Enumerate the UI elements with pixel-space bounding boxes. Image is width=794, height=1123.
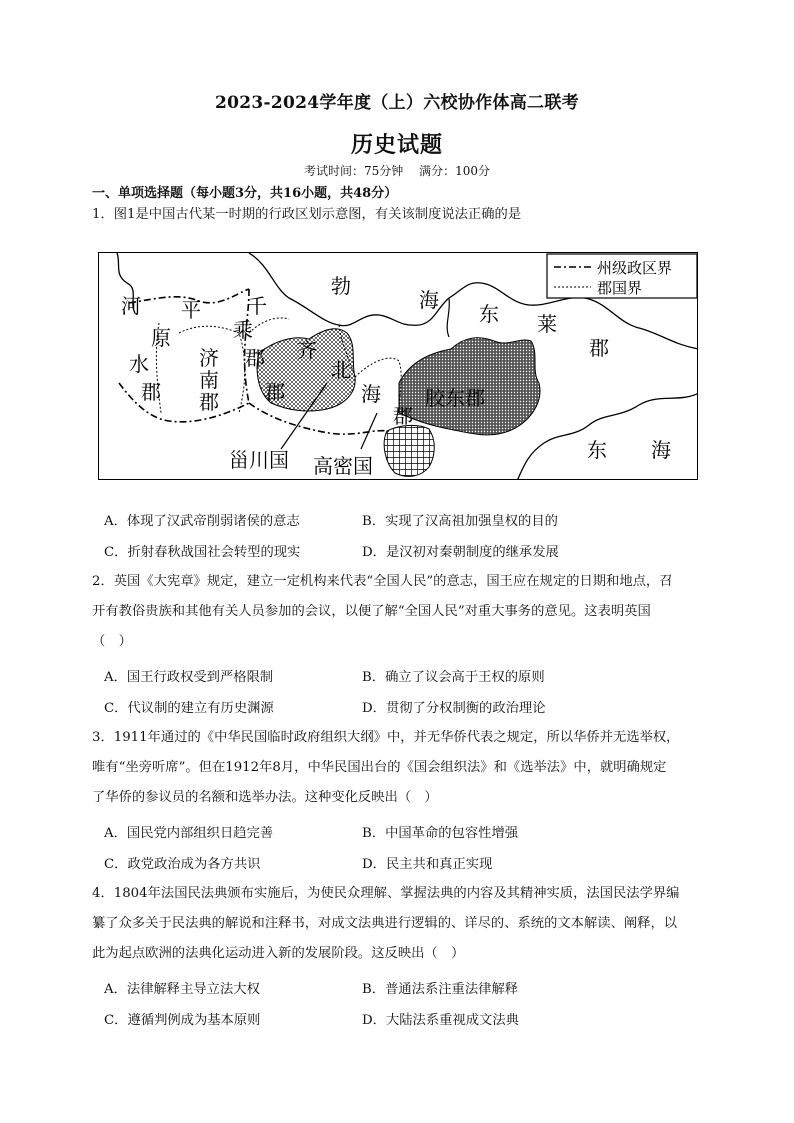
label-yuan: 原 — [151, 326, 171, 350]
q3-option-d[interactable]: D．民主共和真正实现 — [362, 857, 493, 872]
label-hai-donghai: 海 — [651, 438, 671, 462]
q1-option-b[interactable]: B．实现了汉高祖加强皇权的目的 — [362, 514, 558, 529]
label-qi: 齐 — [297, 338, 317, 362]
label-hai-bohai: 海 — [419, 288, 439, 312]
q1-option-d[interactable]: D．是汉初对秦朝制度的继承发展 — [362, 545, 559, 560]
q4-option-b[interactable]: B．普通法系注重法律解释 — [362, 982, 519, 997]
exam-time: 考试时间：75分钟 — [303, 164, 404, 178]
gaomi-region — [384, 425, 434, 476]
exam-score: 满分：100分 — [419, 164, 490, 178]
question-4-line-3: 此为起点欧洲的法典化运动进入新的发展阶段。这反映出（ ） — [92, 946, 465, 961]
q1-option-a[interactable]: A．体现了汉武帝削弱诸侯的意志 — [104, 514, 300, 529]
question-3 — [92, 723, 704, 813]
q2-option-b[interactable]: B．确立了议会高于王权的原则 — [362, 670, 545, 685]
section-title: 一、单项选择题（每小题3分，共16小题，共48分） — [92, 186, 398, 201]
question-3-line-2: 唯有“坐旁听席”。但在1912年8月，中华民国出台的《国会组织法》和《选举法》中，就明确规定 — [92, 760, 667, 775]
label-gaomi: 高密国 — [313, 454, 373, 478]
q2-option-d[interactable]: D．贯彻了分权制衡的政治理论 — [362, 701, 546, 716]
question-2-line-3: （ ） — [92, 634, 132, 649]
coastline-bay — [447, 298, 449, 337]
label-bo: 勃 — [331, 274, 351, 298]
label-dong-donghai: 东 — [587, 438, 607, 462]
question-2-line-2: 开有教俗贵族和其他有关人员参加的会议，以便了解“全国人民”对重大事务的意见。这表明英国 — [92, 604, 651, 619]
legend-jun-label: 郡国界 — [597, 279, 643, 297]
label-dong-donglai: 东 — [479, 302, 499, 326]
question-2 — [92, 567, 704, 657]
label-zichuan: 甾川国 — [229, 448, 289, 472]
label-jun-beihai: 郡 — [393, 404, 413, 428]
q3-option-b[interactable]: B．中国革命的包容性增强 — [362, 826, 519, 841]
label-jun-heshui: 郡 — [141, 380, 161, 404]
label-jun-jinan: 郡 — [199, 390, 219, 414]
label-ping: 平 — [181, 298, 201, 322]
question-3-line-3: 了华侨的参议员的名额和选举办法。这种变化反映出（ ） — [92, 790, 438, 805]
label-cheng: 乘 — [233, 318, 253, 342]
exam-title: 2023-2024学年度（上）六校协作体高二联考 — [215, 93, 579, 113]
legend-zhou-label: 州级政区界 — [597, 259, 673, 277]
label-lai: 莱 — [537, 312, 557, 336]
question-1 — [92, 200, 704, 230]
question-4-line-2: 纂了众多关于民法典的解说和注释书，对成文法典进行逻辑的、详尽的、系统的文本解读、阐释，以 — [92, 916, 678, 931]
exam-info — [0, 162, 794, 179]
q4-option-a[interactable]: A．法律解释主导立法大权 — [104, 982, 260, 997]
label-nan: 南 — [199, 368, 219, 392]
q4-option-d[interactable]: D．大陆法系重视成文法典 — [362, 1013, 519, 1028]
label-shui: 水 — [129, 352, 149, 376]
label-jun-qiancheng: 郡 — [245, 346, 265, 370]
question-2-line-1: 2．英国《大宪章》规定，建立一定机构来代表“全国人民”的意志，国王应在规定的日期和地点，召 — [92, 574, 673, 589]
q1-option-c[interactable]: C．折射春秋战国社会转型的现实 — [104, 545, 301, 560]
q2-option-a[interactable]: A．国王行政权受到严格限制 — [104, 670, 274, 685]
question-1-text: 1．图1是中国古代某一时期的行政区划示意图，有关该制度说法正确的是 — [92, 207, 522, 222]
q2-option-c[interactable]: C．代议制的建立有历史渊源 — [104, 701, 274, 716]
subject-title: 历史试题 — [350, 132, 443, 158]
map-figure — [98, 252, 698, 480]
question-4 — [92, 879, 704, 969]
coastline-south — [517, 393, 698, 480]
label-he: 河 — [121, 294, 141, 318]
label-jun-qi: 郡 — [265, 380, 285, 404]
label-jun-donglai: 郡 — [589, 336, 609, 360]
label-qian: 千 — [247, 294, 267, 318]
label-hai-beihai: 海 — [361, 382, 381, 406]
q4-option-c[interactable]: C．遵循判例成为基本原则 — [104, 1013, 261, 1028]
label-ji: 济 — [199, 346, 219, 370]
question-4-line-1: 4．1804年法国民法典颁布实施后，为使民众理解、掌握法典的内容及其精神实质，法国民法学界编 — [92, 886, 680, 901]
q3-option-c[interactable]: C．政党政治成为各方共识 — [104, 857, 261, 872]
question-3-line-1: 3．1911年通过的《中华民国临时政府组织大纲》中，并无华侨代表之规定，所以华侨并无选举权， — [92, 730, 680, 745]
map-svg — [99, 253, 698, 480]
label-bei: 北 — [331, 358, 351, 382]
label-jiaodong: 胶东郡 — [425, 386, 485, 410]
q3-option-a[interactable]: A．国民党内部组织日趋完善 — [104, 826, 274, 841]
